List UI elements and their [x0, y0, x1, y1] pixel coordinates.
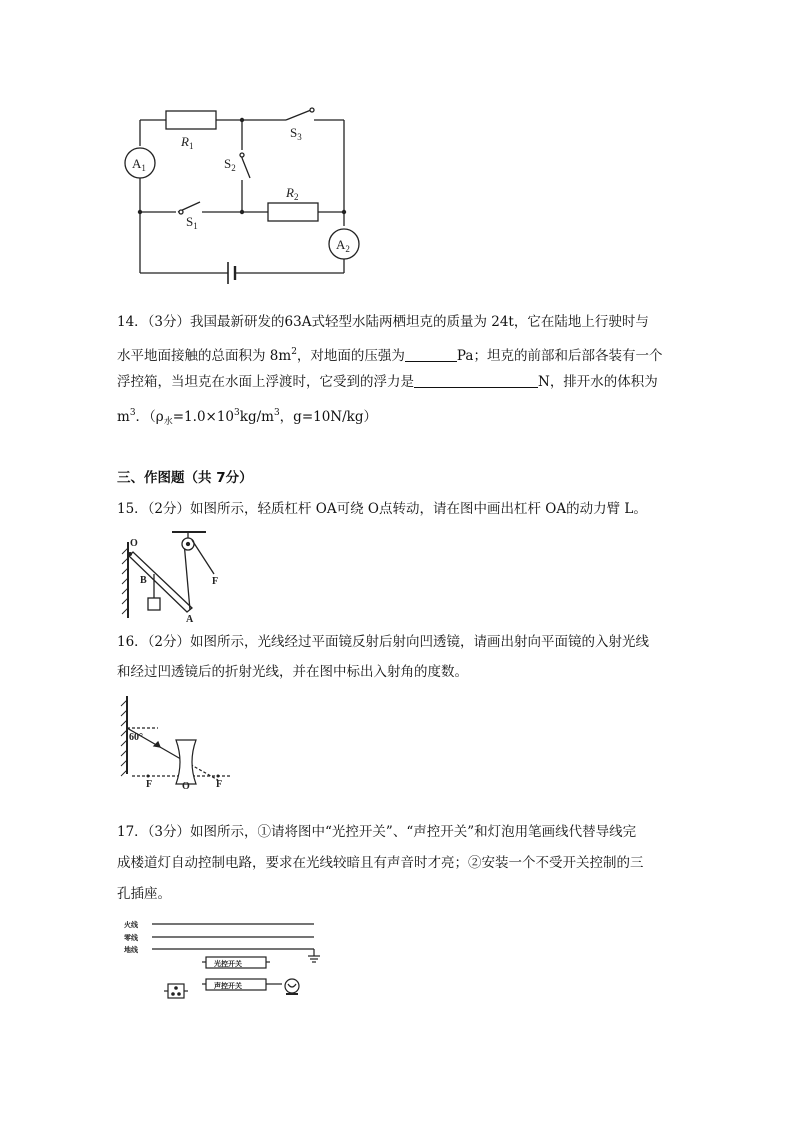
label-r1: $R_1$	[181, 134, 194, 151]
label-f-left: F	[146, 779, 153, 790]
hanging-weight	[148, 598, 160, 610]
concave-lens	[176, 740, 196, 784]
q15-text: 15．（2分）如图所示，轻质杠杆 OA可绕 O点转动，请在图中画出杠杆 OA的动力臂 L。	[117, 501, 647, 517]
label-a1: $A_1$	[132, 156, 146, 173]
label-f: F	[212, 576, 219, 587]
section-heading: 三、作图题（共 7分）	[117, 470, 253, 486]
q16-line-1: 16．（2分）如图所示，光线经过平面镜反射后射向凹透镜，请画出射向平面镜的入射光线	[117, 634, 650, 650]
label-o: O	[182, 781, 190, 792]
label-s3: $S_3$	[290, 125, 302, 142]
label-neutral: 零线	[124, 934, 138, 942]
label-o: O	[130, 538, 138, 549]
switch-s3	[286, 110, 311, 120]
bulb	[285, 979, 299, 993]
circuit-diagram-figure	[118, 98, 368, 296]
label-angle: 60°	[129, 732, 143, 743]
resistor-r1	[166, 111, 216, 129]
mirror-lens-figure	[118, 692, 238, 792]
label-f-right: F	[216, 779, 223, 790]
label-ground: 地线	[124, 946, 138, 954]
switch-s2	[242, 158, 250, 178]
label-s2: $S_2$	[224, 156, 236, 173]
label-live: 火线	[124, 921, 138, 929]
q14-blank-pressure[interactable]	[405, 347, 457, 362]
resistor-r2	[268, 203, 318, 221]
label-b: B	[140, 575, 147, 586]
label-sound-switch: 声控开关	[214, 982, 242, 990]
q17-line-3: 孔插座。	[117, 886, 171, 902]
q14-line-1: 14．（3分）我国最新研发的63A式轻型水陆两栖坦克的质量为 24t，它在陆地上行驶时与	[117, 314, 649, 330]
q14-line-2: 水平地面接触的总面积为 $8m^2$，对地面的压强为 Pa；坦克的前部和后部各装有一个	[117, 347, 663, 364]
label-s1: $S_1$	[186, 214, 198, 231]
q14-blank-buoyancy[interactable]	[414, 373, 538, 388]
q17-line-1: 17．（3分）如图所示，①请将图中“光控开关”、“声控开关”和灯泡用笔画线代替导线完	[117, 824, 637, 840]
wiring-figure	[122, 914, 332, 1006]
q17-line-2: 成楼道灯自动控制电路，要求在光线较暗且有声音时才亮；②安装一个不受开关控制的三	[117, 855, 644, 871]
q16-line-2: 和经过凹透镜后的折射光线，并在图中标出入射角的度数。	[117, 664, 468, 680]
label-a: A	[186, 614, 194, 622]
q14-line-4: $m^3$．（$\rho_水=1.0\times 10^3kg/m^3$，g=10N/kg）	[117, 408, 377, 427]
lever-figure	[120, 528, 230, 622]
label-r2: $R_2$	[286, 185, 299, 202]
three-hole-socket	[168, 984, 184, 998]
label-a2: $A_2$	[336, 237, 350, 254]
label-light-switch: 光控开关	[214, 960, 242, 968]
q14-line-3: 浮控箱，当坦克在水面上浮渡时，它受到的浮力是 N，排开水的体积为	[117, 374, 658, 390]
